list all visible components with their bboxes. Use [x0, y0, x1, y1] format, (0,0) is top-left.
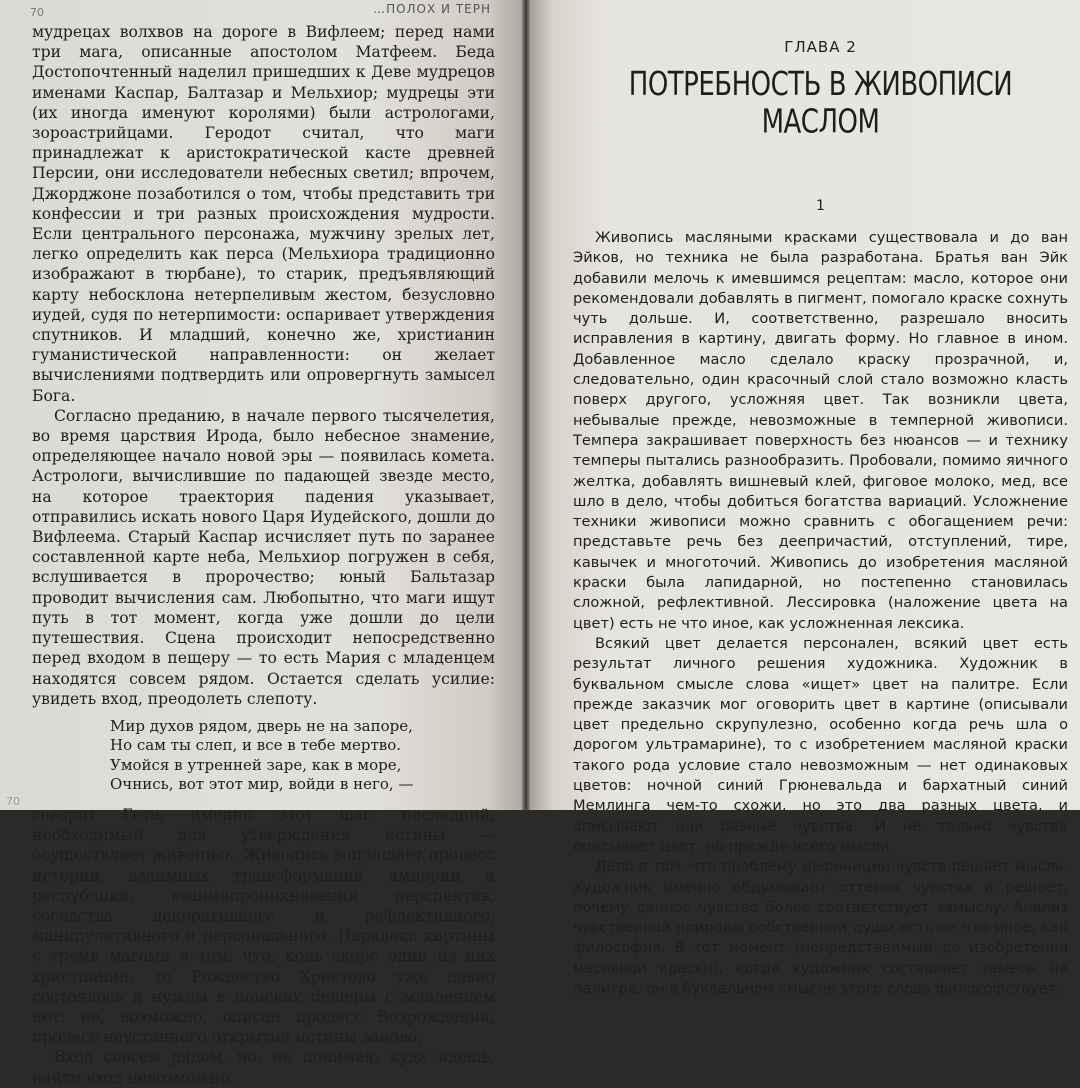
poem-line: Но сам ты слеп, и все в тебе мертво.: [110, 736, 402, 755]
bottom-page-number: 70: [6, 795, 20, 808]
book-gutter: [522, 0, 530, 810]
paragraph: Дело в том, что проблему дефиниции чувств решает мысль. Художник именно обдумывает оттенок чувства и решает, почему данное чувство более соответствует замыслу. Анализ чувственной природы собственной души есть не что иное, как философия. В тот момент (непредставимый до изобретения масляной краски), когда художник составляет замесы на палитре, он в буквальном смысле этого слова философствует.: [573, 858, 1068, 997]
section-number: 1: [816, 198, 825, 214]
left-text-block: [32, 22, 495, 1088]
running-head: …ПОЛОХ И ТЕРН: [373, 2, 491, 16]
right-page: [525, 0, 1080, 997]
paragraph: Всякий цвет делается персонален, всякий цвет есть результат личного решения художника. Художник в буквальном смысле слова «ищет» цвет на палитре. Если прежде заказчик мог оговорить цвет в картине (описывали цвет предельно скрупулезно, особенно когда речь шла о дорогом ультрамарине), то с изобретением масляной краски такого рода условие стало невозможным — нет одинаковых цветов: ночной синий Грюневальда и бархатный синий Мемлинга чем-то схожи, но это два разных цвета, и описывают они разные чувства. И не только чувства описывает цвет, но прежде всего мысли.: [573, 634, 1068, 855]
paragraph: Согласно преданию, в начале первого тысячелетия, во время царствия Ирода, было небесное знамение, определяющее начало новой эры — появилась комета. Астрологи, вычислившие по падающей звезде место, на которое траектория падения указывает, отправились искать нового Царя Иудейского, дошли до Вифлеема. Старый Каспар исчисляет путь по заранее составленной карте неба, Мельхиор погружен в себя, вслушивается в пророчество; юный Бальтазар проводит вычисления сам. Любопытно, что маги ищут путь в тот момент, когда уже дошли до цели путешествия. Сцена происходит непосредственно перед входом в пещеру — то есть Мария с младенцем находятся совсем рядом. Остается сделать усилие: увидеть вход, преодолеть слепоту.: [32, 406, 495, 708]
chapter-title: ПОТРЕБНОСТЬ В ЖИВОПИСИ МАСЛОМ: [628, 66, 1013, 141]
paragraph: говорит Гете; именно этот шаг, последний, необходимый для утверждения истины — осуществляет живопись. Живопись воплощает процесс истории, взаимных трансформаций империи и республики, взаимопроникновения перспектив, соседства декоративного и рефлективного, манипулятивного и персонального. Парадокс картины с тремя магами в том, что, коль скоро один из них христианин, то Рождество Христово уже давно состоялось и нужды в поисках пещеры с младенцем нет; но, возможно, описан процесс Возрождения, процесс неустанного открытия истины заново.: [32, 805, 495, 1047]
paragraph: мудрецах волхвов на дороге в Вифлеем; перед нами три мага, описанные апостолом Матфеем. Беда Достопочтенный наделил пришедших к Деве мудрецов именами Каспар, Балтазар и Мельхиор; мудрецы эти (их иногда именуют королями) были астрологами, зороастрийцами. Геродот считал, что маги принадлежат к аристократической касте древней Персии, они исследователи небесных светил; впрочем, Джорджоне позаботился о том, чтобы представить три конфессии и три разных происхождения мудрости. Если центрального персонажа, мужчину зрелых лет, легко определить как перса (Мельхиора традиционно изображают в тюрбане), то старик, предъявляющий карту небосклона нетерпеливым жестом, безусловно иудей, судя по нетерпимости: оспаривает утверждения спутников. И младший, конечно же, христианин гуманистической направленности: он желает вычислениями подтвердить или опровергнуть замысел Бога.: [32, 23, 495, 405]
poem-line: Умойся в утренней заре, как в море,: [110, 755, 402, 774]
page-number: 70: [30, 6, 44, 19]
poem-quote: [110, 717, 495, 795]
left-page: [0, 0, 525, 1087]
right-text-block: [573, 228, 1068, 999]
poem-line: Очнись, вот этот мир, войди в него, —: [110, 775, 414, 794]
chapter-label: ГЛАВА 2: [784, 38, 857, 56]
poem-line: Мир духов рядом, дверь не на запоре,: [110, 716, 413, 735]
paragraph: Вход совсем рядом, но, не понимая, куда идешь, найти вход невозможно.: [32, 1048, 495, 1087]
paragraph: Живопись масляными красками существовала и до ван Эйков, но техника не была разработана. Братья ван Эйк добавили мелочь к имевшимся рецептам: масло, которое они рекомендовали добавлять в пигмент, помогало краске сохнуть чуть дольше. И, соответственно, разрешало вносить исправления в картину, двигать форму. Но главное в ином. Добавленное масло сделало краску прозрачной, и, следовательно, один красочный слой стало возможно класть поверх другого, усложняя цвет. Так возникли цвета, небывалые прежде, невозможные в темперной живописи. Темпера закрашивает поверхность без нюансов — и технику темперы пытались разнообразить. Пробовали, помимо яичного желтка, добавлять вишневый клей, фиговое молоко, мед, все шло в дело, чтобы добиться богатства вариаций. Усложнение техники живописи можно сравнить с обогащением речи: представьте речь без деепричастий, отступлений, тире, кавычек и многоточий. Живопись до изобретения масляной краски была лапидарной, но постепенно становилась сложной, рефлективной. Лессировка (наложение цвета на цвет) есть не что иное, как усложненная лексика.: [573, 229, 1068, 632]
